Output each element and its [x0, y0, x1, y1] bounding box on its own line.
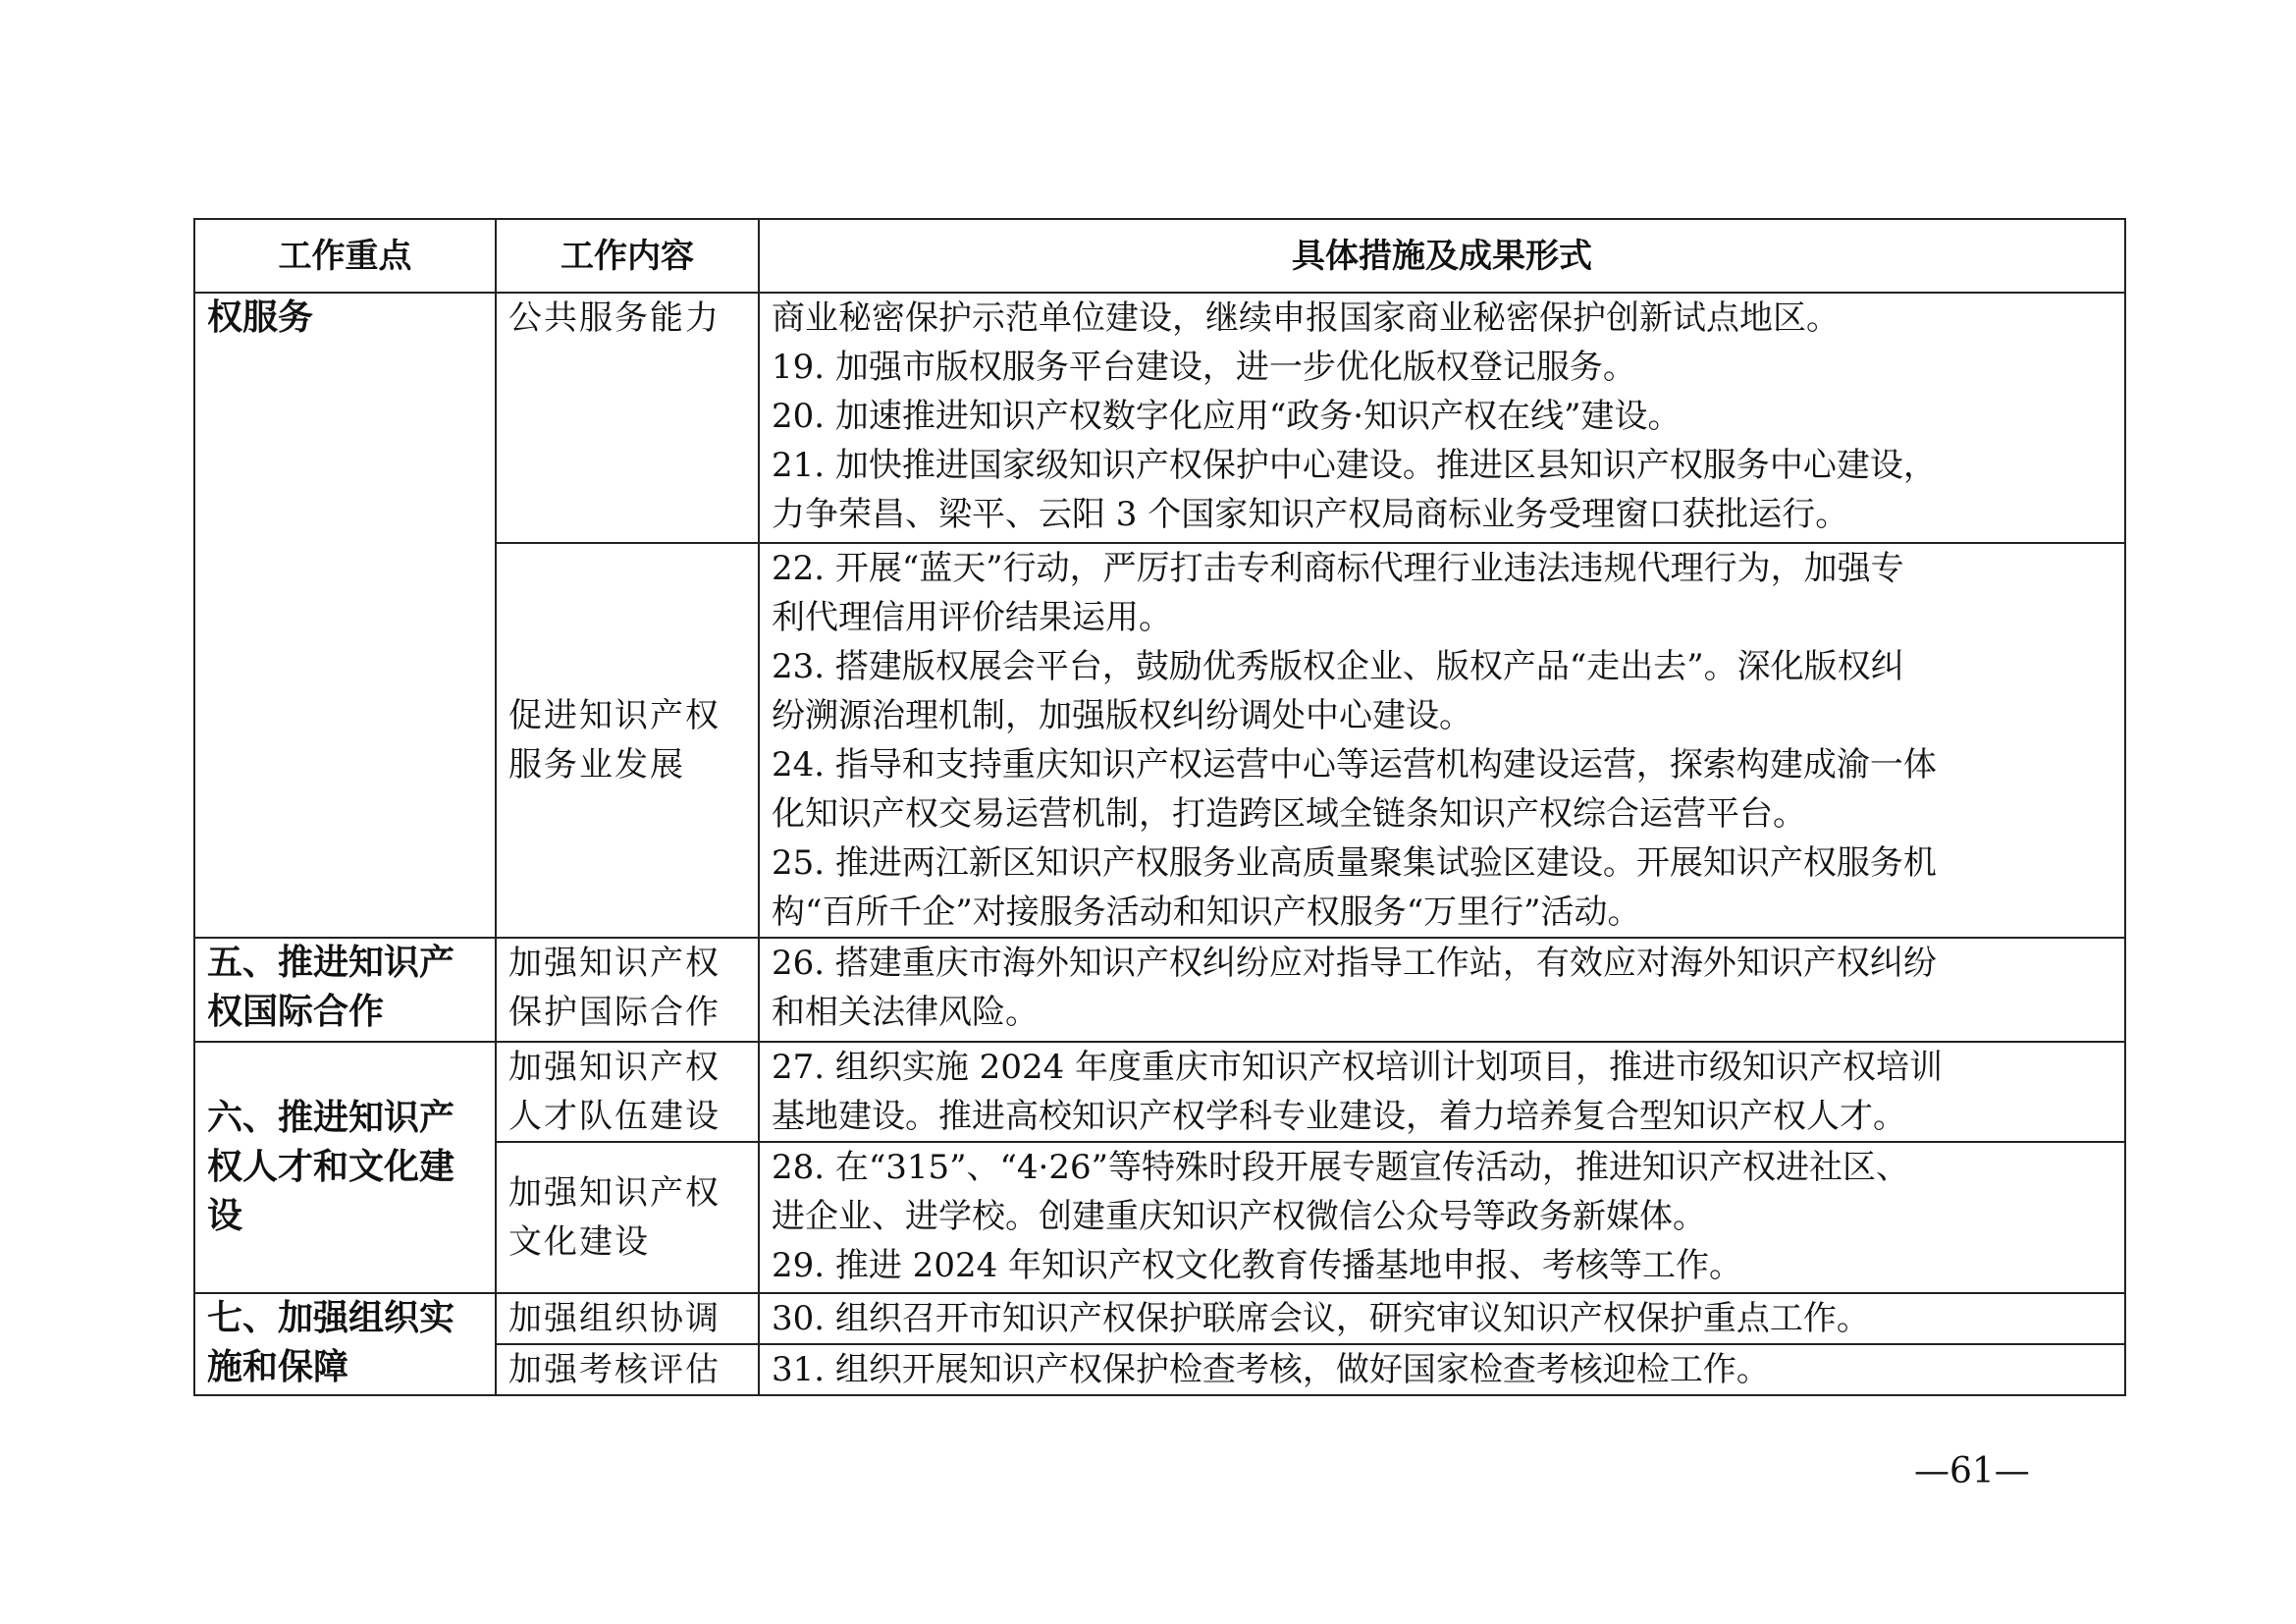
measure-line: 30. 组织召开市知识产权保护联席会议，研究审议知识产权保护重点工作。 [772, 1299, 1870, 1338]
measure-line: 21. 加快推进国家级知识产权保护中心建设。推进区县知识产权服务中心建设， [772, 446, 1937, 485]
content-cell [496, 1293, 759, 1344]
measures-cell [759, 1344, 2125, 1395]
content-cell [496, 938, 759, 1042]
table-row [194, 1042, 2125, 1142]
measure-line: 商业秘密保护示范单位建设，继续申报国家商业秘密保护创新试点地区。 [772, 298, 1840, 338]
focus-cell [194, 293, 496, 938]
measure-line: 27. 组织实施 2024 年度重庆市知识产权培训计划项目，推进市级知识产权培训 [772, 1048, 1944, 1087]
focus-line: 施和保障 [207, 1347, 349, 1387]
measure-line: 24. 指导和支持重庆知识产权运营中心等运营机构建设运营，探索构建成渝一体 [772, 745, 1937, 785]
measure-line: 构“百所千企”对接服务活动和知识产权服务“万里行”活动。 [772, 893, 1641, 932]
content-line: 人才队伍建设 [508, 1097, 721, 1136]
header-measures: 具体措施及成果形式 [759, 219, 2125, 293]
measure-line: 基地建设。推进高校知识产权学科专业建设，着力培养复合型知识产权人才。 [772, 1097, 1906, 1136]
measure-line: 19. 加强市版权服务平台建设，进一步优化版权登记服务。 [772, 348, 1636, 387]
content-line: 公共服务能力 [508, 298, 721, 338]
focus-line: 权国际合作 [207, 992, 385, 1032]
content-cell [496, 1042, 759, 1142]
measure-line: 31. 组织开展知识产权保护检查考核，做好国家检查考核迎检工作。 [772, 1350, 1770, 1389]
measures-cell [759, 1293, 2125, 1344]
table-row [194, 1293, 2125, 1344]
measure-line: 25. 推进两江新区知识产权服务业高质量聚集试验区建设。开展知识产权服务机 [772, 843, 1937, 883]
measure-line: 23. 搭建版权展会平台，鼓励优秀版权企业、版权产品“走出去”。深化版权纠 [772, 647, 1904, 686]
content-cell [496, 1142, 759, 1293]
content-line: 加强知识产权 [508, 944, 721, 983]
content-line: 服务业发展 [508, 745, 685, 785]
content-line: 加强知识产权 [508, 1048, 721, 1087]
focus-cell [194, 1042, 496, 1293]
focus-cell [194, 938, 496, 1042]
measures-cell [759, 293, 2125, 543]
page-number: —61— [1914, 1451, 2030, 1491]
content-cell [496, 293, 759, 543]
measures-table [193, 218, 2126, 1396]
measure-line: 进企业、进学校。创建重庆知识产权微信公众号等政务新媒体。 [772, 1197, 1706, 1236]
focus-line: 权服务 [207, 298, 314, 338]
measures-cell [759, 543, 2125, 938]
measure-line: 纷溯源治理机制，加强版权纠纷调处中心建设。 [772, 696, 1472, 735]
content-line: 加强知识产权 [508, 1173, 721, 1213]
focus-line: 七、加强组织实 [207, 1298, 455, 1338]
focus-line: 设 [207, 1196, 243, 1236]
focus-line: 权人才和文化建 [207, 1147, 455, 1187]
content-cell [496, 1344, 759, 1395]
content-line: 加强组织协调 [508, 1299, 721, 1338]
content-line: 促进知识产权 [508, 696, 721, 735]
header-work-focus: 工作重点 [194, 219, 496, 293]
measure-line: 化知识产权交易运营机制，打造跨区域全链条知识产权综合运营平台。 [772, 794, 1806, 834]
table-row [194, 293, 2125, 543]
content-line: 加强考核评估 [508, 1350, 721, 1389]
table-header-row [194, 219, 2125, 293]
measure-line: 28. 在“315”、“4·26”等特殊时段开展专题宣传活动，推进知识产权进社区、 [772, 1148, 1910, 1187]
measures-cell [759, 1042, 2125, 1142]
measures-cell [759, 938, 2125, 1042]
table-row [194, 938, 2125, 1042]
measure-line: 20. 加速推进知识产权数字化应用“政务·知识产权在线”建设。 [772, 397, 1682, 436]
focus-line: 五、推进知识产 [207, 943, 455, 983]
content-cell [496, 543, 759, 938]
focus-cell [194, 1293, 496, 1395]
measure-line: 和相关法律风险。 [772, 993, 1039, 1032]
content-line: 文化建设 [508, 1222, 650, 1262]
measure-line: 利代理信用评价结果运用。 [772, 598, 1172, 637]
measure-line: 22. 开展“蓝天”行动，严厉打击专利商标代理行业违法违规代理行为，加强专 [772, 549, 1904, 588]
measure-line: 29. 推进 2024 年知识产权文化教育传播基地申报、考核等工作。 [772, 1246, 1743, 1285]
measures-cell [759, 1142, 2125, 1293]
measure-line: 力争荣昌、梁平、云阳 3 个国家知识产权局商标业务受理窗口获批运行。 [772, 495, 1849, 534]
focus-line: 六、推进知识产 [207, 1098, 455, 1138]
measure-line: 26. 搭建重庆市海外知识产权纠纷应对指导工作站，有效应对海外知识产权纠纷 [772, 944, 1937, 983]
content-line: 保护国际合作 [508, 993, 721, 1032]
header-work-content: 工作内容 [496, 219, 759, 293]
